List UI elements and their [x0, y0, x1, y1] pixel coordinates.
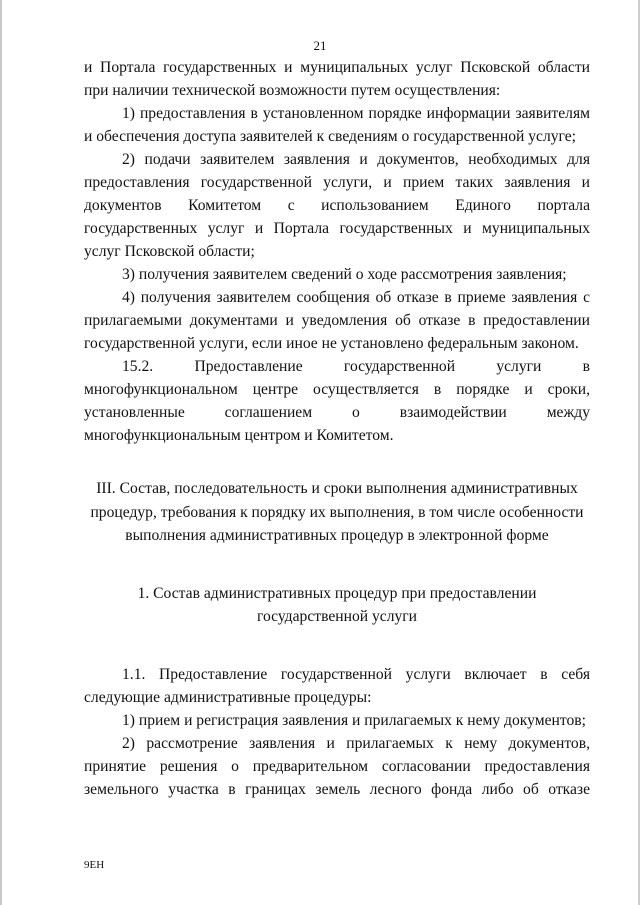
list-item-1: 1) предоставления в установленном порядке информации заявителям и обеспечения доступа заявителей к сведениям о государственной услуге;: [84, 105, 590, 145]
footer-code: 9ЕН: [84, 859, 105, 871]
procedure-item-1: 1) прием и регистрация заявления и прилагаемых к нему документов;: [122, 711, 586, 729]
clause-15-2: 15.2. Предоставление государственной услуги в многофункциональном центре осуществляется в порядке и сроки, установленные соглашением о взаимодействии между многофункциональным центром и Комитетом.: [84, 358, 590, 444]
list-item-4: 4) получения заявителем сообщения об отказе в приеме заявления с прилагаемыми документами и уведомления об отказе в предоставлении государственной услуги, если иное не установлено федеральным законом.: [84, 289, 590, 352]
procedure-item-2: 2) рассмотрение заявления и прилагаемых к нему документов, принятие решения о предварительном согласовании предоставления земельного участка в границах земель лесного фонда либо об отказе: [84, 734, 590, 798]
document-body: [84, 56, 590, 801]
clause-1-1: 1.1. Предоставление государственной услуги включает в себя следующие административные процедуры:: [84, 665, 590, 706]
subsection-heading: 1. Состав административных процедур при предоставлении государственной услуги: [137, 584, 537, 625]
paragraph-continuation: и Портала государственных и муниципальных услуг Псковской области при наличии технической возможности путем осуществления:: [84, 59, 590, 99]
section-heading: III. Состав, последовательность и сроки выполнения административных процедур, требования к порядку их выполнения, в том числе особенности выполнения административных процедур в электронной форме: [90, 480, 584, 544]
page-number: 21: [313, 38, 327, 53]
list-item-2: 2) подачи заявителем заявления и документов, необходимых для предоставления государственной услуги, и прием таких заявления и документов Комитетом с использованием Единого портала государственных услуг и Портала государственных и муниципальных услуг Псковской области;: [84, 151, 590, 260]
scan-edge-left: [0, 0, 2, 905]
list-item-3: 3) получения заявителем сведений о ходе рассмотрения заявления;: [122, 266, 567, 283]
